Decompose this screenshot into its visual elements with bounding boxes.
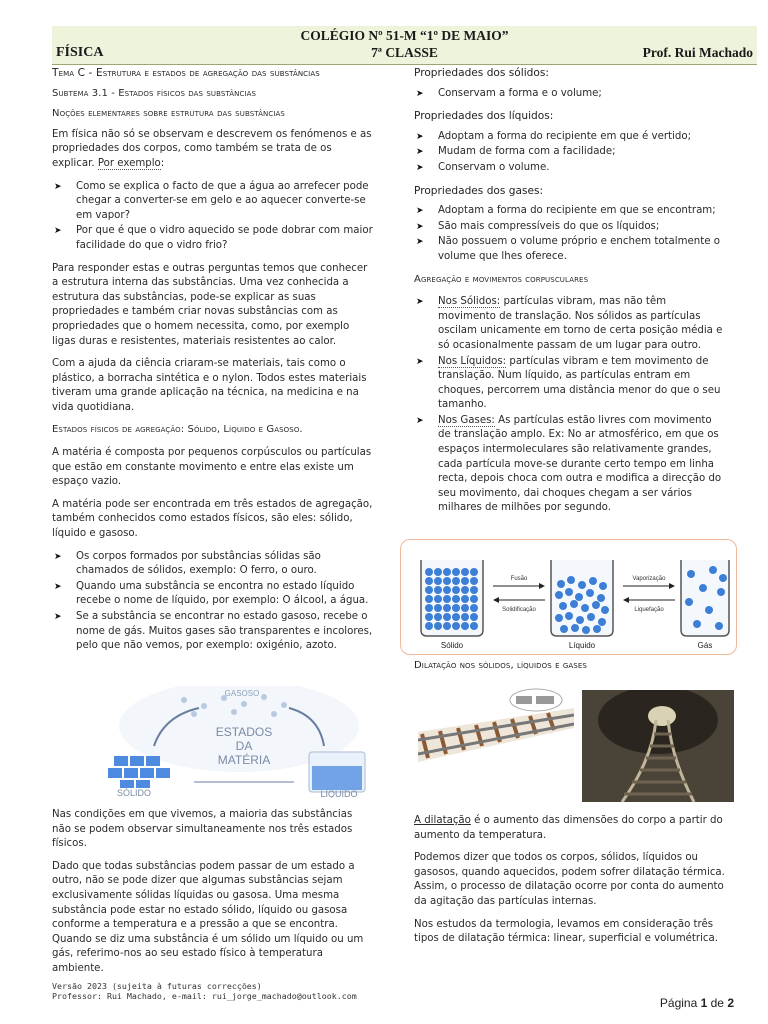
list-item [414, 145, 726, 160]
liquido-label: LÍQUIDO [320, 789, 358, 798]
movement-list [414, 295, 726, 516]
arrow-bullet-icon: ➤ [54, 612, 62, 622]
subject-label: FÍSICA [56, 45, 104, 60]
page-number [660, 996, 734, 1010]
list-item-text: partículas vibram, mas não têm movimento de translação. Nos sólidos as partículas oscilam unicamente em torno de certa posição média e só ocasionalmente passam de um lugar para outro. [438, 296, 723, 351]
page-current: 1 [700, 996, 708, 1010]
paragraph: Dado que todas substâncias podem passar de um estado a outro, não se pode dizer que algumas substâncias sejam exclusivamente sólidas líquidas ou gasosa. Uma mesma substância pode estar no estado sólido, líquido ou gasosa conforme a temperatura e a pressão a que se encontra. Quando se diz uma substância é um sólido um líquido ou um gás, referimo-nos ao seu estado físico à temperatura ambiente. [52, 860, 364, 974]
intro-paragraph [52, 128, 374, 172]
arrow-bullet-icon: ➤ [416, 297, 424, 308]
solids-term: Nos Sólidos: [438, 296, 501, 308]
liquids-list [414, 130, 726, 176]
page-total: 2 [727, 996, 734, 1010]
diagram-gas-label: Gás [697, 641, 713, 650]
tema-heading [52, 66, 374, 81]
diagram-solido-label: Sólido [440, 641, 464, 650]
left-column [52, 66, 374, 662]
arrow-bullet-icon: ➤ [416, 147, 424, 158]
fusao-label: Fusão [510, 576, 528, 582]
dilatacao-text: é o aumento das dimensões do corpo a partir do aumento da temperatura. [414, 815, 723, 841]
list-item-text: São mais compressíveis do que os líquidos; [438, 220, 660, 232]
paragraph: Podemos dizer que todos os corpos, sólidos, líquidos ou gasosos, quando aquecidos, podem sofrer dilatação térmica. Assim, o processo de dilatação ocorre por conta do aumento da agitação das partículas internas. [414, 852, 725, 907]
dilatacao-heading: Dilatação nos sólidos, líquidos e gases [414, 660, 587, 671]
list-item-text: Quando uma substância se encontra no estado líquido recebe o nome de líquido, por exemplo: O álcool, a água. [76, 580, 369, 607]
arrowhead-icon [539, 583, 545, 589]
question-list [52, 180, 374, 254]
list-item-text: Adoptam a forma do recipiente em que é vertido; [438, 130, 692, 142]
list-item-text: Não possuem o volume próprio e enchem totalmente o volume que lhes oferece. [438, 236, 721, 262]
list-item-text: As partículas estão livres com movimento de translação amplo. Ex: No ar atmosférico, em que os espaços intermoleculares são relativamente grandes, cada partícula move-se durante certo tempo em linha recta, depois choca com outra e modifica a direcção do seu movimento, dai choques chegam a ser vários milhares de milhões por segundo. [438, 414, 722, 514]
list-item-text: Se a substância se encontrar no estado gasoso, recebe o nome de gás. Muitos gases são transparentes e incolores, pelo que não vemos, por exemplo: oxigénio, azoto. [76, 611, 373, 652]
arrowhead-icon [623, 597, 629, 603]
example-link: Por exemplo [97, 157, 161, 169]
solids-list [414, 87, 726, 102]
professor-email-line: Professor: Rui Machado, e-mail: rui_jorge_machado@outlook.com [52, 991, 357, 1001]
paragraph: Nas condições em que vivemos, a maioria das substâncias não se podem observar simultaneamente nos três estados físicos. [52, 809, 353, 850]
list-item-text: Como se explica o facto de que a água ao arrefecer pode chegar a converter-se em gelo e ao aquecer converte-se em vapor? [76, 180, 369, 221]
arrow-bullet-icon: ➤ [54, 551, 62, 562]
intro-colon: : [160, 157, 165, 169]
tema-label: Tema C - [52, 67, 96, 79]
arrow-bullet-icon: ➤ [54, 226, 62, 237]
figure-title-3: MATÉRIA [217, 753, 271, 767]
subtema-heading: Subtema 3.1 - Estados físicos das substâncias [52, 87, 257, 99]
solido-label: SÓLIDO [116, 788, 152, 798]
arrow-bullet-icon: ➤ [416, 415, 424, 426]
solidificacao-label: Solidificação [502, 607, 536, 613]
right-column [414, 66, 726, 524]
left-column-bottom [52, 808, 374, 985]
paragraph: Nos estudos da termologia, levamos em consideração três tipos de dilatação térmica: linear, superficial e volumétrica. [414, 918, 718, 945]
arrowhead-icon [493, 597, 499, 603]
paragraph: A matéria é composta por pequenos corpúsculos ou partículas que estão em constante movimento e entre elas existe um espaço vazio. [52, 447, 372, 488]
version-line: Versão 2023 (sujeita à futuras correcções) [52, 981, 262, 991]
list-item [52, 224, 374, 253]
grade-label: 7ª CLASSE [371, 45, 438, 60]
dilatacao-term: A dilatação [414, 815, 471, 826]
diagram-liquido-label: Líquido [568, 641, 596, 650]
gases-heading: Propriedades dos gases: [414, 184, 544, 197]
paragraph: A matéria pode ser encontrada em três estados de agregação, também conhecidos como estados físicos, são eles: sólido, líquido e gasoso. [52, 498, 373, 540]
liquefacao-label: Liquefação [634, 607, 664, 613]
arrow-bullet-icon: ➤ [416, 88, 424, 99]
phase-change-diagram [400, 539, 737, 655]
list-item-text: Os corpos formados por substâncias sólidas são chamados de sólidos, exemplo: O ferro, o ouro. [76, 550, 321, 577]
rail-segment-left [516, 696, 532, 704]
list-item [52, 580, 374, 609]
solids-heading: Propriedades dos sólidos: [414, 67, 549, 79]
professor-label: Prof. Rui Machado [642, 45, 753, 60]
list-item [52, 610, 374, 654]
school-name: COLÉGIO Nº 51-M “1º DE MAIO” [300, 28, 509, 43]
figure-title-1: ESTADOS [215, 725, 273, 739]
tunnel-light [648, 706, 676, 726]
rail-expansion-image [418, 688, 574, 770]
list-item [414, 295, 726, 353]
gasoso-label: GASOSO [224, 689, 260, 698]
list-item-text: Adoptam a forma do recipiente em que se encontram; [438, 205, 716, 217]
list-item-text: partículas vibram e tem movimento de translação. Num líquido, as partículas entram em choques, percorrem uma distância menor do que o seu tamanho. [438, 355, 721, 411]
list-item [414, 161, 726, 176]
footer [52, 981, 357, 1001]
list-item [414, 130, 726, 145]
liquids-heading: Propriedades dos líquidos: [414, 110, 554, 123]
list-item [414, 414, 726, 516]
page-of: de [707, 996, 728, 1010]
list-item [414, 204, 726, 219]
intro-text: Em física não só se observam e descrevem os fenómenos e as propriedades dos corpos, como também se trata de os explicar. [52, 128, 372, 169]
list-item [414, 235, 726, 264]
list-item [414, 87, 726, 102]
paragraph: Para responder estas e outras perguntas temos que conhecer a estrutura interna das substâncias. Uma vez conhecida a estrutura das substâncias, pode-se explicar as suas propriedades e também criar novas substâncias com as propriedades que o homem necessita, como, por exemplo ligas duras e resistentes, materiais resistentes ao calor. [52, 262, 368, 347]
arrow-bullet-icon: ➤ [54, 181, 62, 192]
agregacao-heading: Agregação e movimentos corpusculares [414, 273, 589, 285]
list-item [414, 220, 726, 235]
vaporizacao-label: Vaporização [632, 576, 666, 582]
arrow-bullet-icon: ➤ [416, 221, 424, 232]
arrow-bullet-icon: ➤ [416, 131, 424, 142]
arrowhead-icon [669, 583, 675, 589]
document-header [52, 26, 757, 65]
list-item-text: Conservam o volume. [438, 161, 550, 173]
paragraph: Com a ajuda da ciência criaram-se materiais, tais como o plástico, a borracha sintética e o nylon. Todos estes materiais tiveram uma grande aplicação na técnica, na medicina e na vida quotidiana. [52, 358, 367, 413]
liquids-term: Nos Líquidos: [438, 355, 507, 367]
dilatacao-definition [414, 814, 726, 843]
list-item [414, 355, 726, 413]
arrow-bullet-icon: ➤ [416, 237, 424, 248]
nocoes-heading: Noções elementares sobre estrutura das substâncias [52, 108, 285, 120]
arrow-bullet-icon: ➤ [416, 206, 424, 217]
gases-list [414, 204, 726, 264]
buckled-track-image [582, 690, 734, 802]
arrow-bullet-icon: ➤ [416, 356, 424, 367]
arrow-bullet-icon: ➤ [54, 581, 62, 592]
list-item [52, 550, 374, 579]
liquid-fill [312, 766, 362, 790]
rail-segment-right [536, 696, 554, 704]
gases-term: Nos Gases: [438, 414, 495, 426]
estados-heading: Estados físicos de agregação: Sólido, Líquido e Gasoso. [52, 424, 303, 436]
tema-title: Estrutura e estados de agregação das substâncias [95, 67, 320, 79]
figure-title-2: DA [235, 739, 253, 753]
page-label: Página [659, 996, 701, 1010]
states-list [52, 550, 374, 654]
list-item-text: Por que é que o vidro aquecido se pode dobrar com maior facilidade do que o vidro frio? [76, 225, 373, 251]
list-item [52, 180, 374, 224]
right-column-bottom [414, 814, 726, 955]
states-of-matter-figure [94, 686, 384, 798]
list-item-text: Conservam a forma e o volume; [438, 87, 602, 99]
list-item-text: Mudam de forma com a facilidade; [438, 146, 616, 158]
arrow-bullet-icon: ➤ [416, 162, 424, 173]
